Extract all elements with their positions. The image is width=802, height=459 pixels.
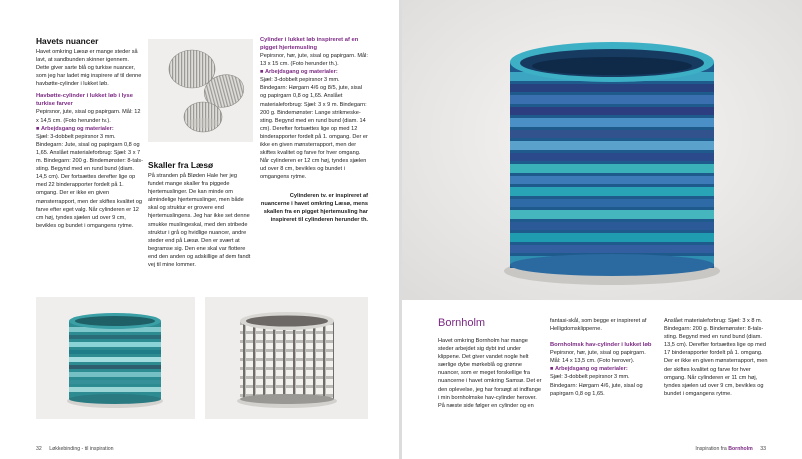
column-skaller xyxy=(148,160,254,269)
page-number: 33 xyxy=(760,446,766,452)
left-footer xyxy=(36,446,114,452)
section-text: På stranden på Bløden Hale her jeg fundet mange skaller fra piggede hjertemuslinger. De kan minde om almindelige hjertemuslinger, men både skal og struktur er grovere end hjertemuslingens. Jeg har ikke set denne smukke muslingeskal, med den stribede struktur i grå og hvidlige nuancer, andre steder end på Læsø. Den er svært at begramse sig. Den ene skal var flottere end den anden og adskillige af dem fandt vej til mine lommer. xyxy=(148,173,251,269)
basket-body xyxy=(510,62,714,268)
shell-basket-photo xyxy=(205,297,368,419)
section-heading: Havets nuancer xyxy=(36,36,99,46)
column-bornholm-3 xyxy=(664,317,770,398)
intro-text: Havet omkring Læsø er mange steder så lavt, at sandbunden skinner igennem. Dette giver sarte blå og turkise nuancer, som jeg har ladet mig inspirere af til denne havbøtte-cylinder i lukket løb. xyxy=(36,49,142,88)
column-bornholm-2 xyxy=(550,317,656,398)
project-instructions: Anslået materialeforbrug: Sjæl: 3 x 8 m. Bindegarn: 200 g. Bindemønster: 8-tals-sting. Begynd med en rund bund (diam. 13,5 cm). Derefter fortsættes lige op med 17 binderapporter fordelt på 1. omgang. Der er ikke en given mønsterrapport, men der skiftes kvalitet og farve for hver omgang. Når cylinderen er 11 cm høj, tyndes sjælen ud over 9 cm, bevikles og bundet i omgangens rytme. xyxy=(664,318,768,397)
materials-label: Arbejdsgang og materialer: xyxy=(554,366,628,373)
bornholm-basket-image xyxy=(402,0,802,300)
running-footer: Løkkebinding - til inspiration xyxy=(49,446,114,452)
project-specs: Pepirsnor, hør, jute, sisal og papirgarn. Mål: 14 x 13,5 cm. (Foto herover). xyxy=(550,350,646,365)
left-page xyxy=(0,0,399,459)
materials-label: Arbejdsgang og materialer: xyxy=(264,69,338,76)
project-title: Havbøtte-cylinder i lukket løb i lyse turkise farver xyxy=(36,93,133,108)
project-instructions: Sjæl: 3-dobbelt pepirsnor 3 mm. Bindegarn: Hørgarn 4/6 og 8/5, jute, sisal og papirgarn 0,8 og 1,65. Anslået materialeforbrug: Sjæl: 3 x 9 m. Bindegarn: 200 g. Bindemønster: Lange strikmeske-sting. Begynd med en rund bund (diam. 14 cm). Derefter fortsættes lige op med 12 binderapporter fordelt på 1. omgang. Der er ikke en given mønsterrapport, men der skiftes kvalitet og farve for hver omgang. Når cylinderen er 12 cm høj, tyndes sjælen ud over 8 cm, bevikles og bundet i omgangens rytme. xyxy=(260,77,368,181)
column-havets-nuancer xyxy=(36,36,143,230)
bullet-icon: ■ xyxy=(260,69,264,76)
bornholm-basket-photo xyxy=(402,0,802,300)
right-page xyxy=(402,0,802,459)
section-text: fantasi-skål, som begge er inspireret af Helligdomsklipperne. xyxy=(550,318,647,333)
bullet-icon: ■ xyxy=(36,125,40,132)
shells-photo xyxy=(148,39,253,142)
right-footer xyxy=(695,446,766,452)
section-heading: Skaller fra Læsø xyxy=(148,160,214,170)
section-heading: Bornholm xyxy=(438,317,486,329)
running-footer: Inspiration fra xyxy=(695,446,729,452)
project-title: Cylinder i lukket løb inspireret af en pigget hjertemusling xyxy=(260,37,359,51)
turquoise-basket-photo xyxy=(36,297,195,419)
page-number: 32 xyxy=(36,446,42,452)
bullet-icon: ■ xyxy=(550,366,554,373)
column-bornholm-1 xyxy=(438,337,542,410)
section-text: Havet omkring Bornholm har mange steder arbejdet sig dybt ind under klippene. Det giver vandet nogle helt særlige dybe mørkeblå og grønne nuancer, som er meget forskellige fra nuancerne i havet omkring Samsø. Det er den oplevelse, jeg har forsøgt at indfange i min bornholmske hav-cylinder herover. På næste side følger en cylinder og en xyxy=(438,338,542,409)
materials-label: Arbejdsgang og materialer: xyxy=(40,125,114,132)
project-specs: Pepirsnor, jute, sisal og papirgarn. Mål: 12 x 14,5 cm. (Foto herunder tv.). xyxy=(36,109,141,124)
column-hjertemusling xyxy=(260,36,368,224)
project-title: Bornholmsk hav-cylinder i lukket løb xyxy=(550,342,652,349)
project-instructions: Sjæl: 3-dobbelt pepirsnor 3 mm. Bindegarn: Jute, sisal og papirgarn 0,8 og 1,65. Anslået materialeforbrug: Sjæl: 3 x 7 m. Bindegarn: 200 g. Bindemønster: 8-tals-sting. Begynd med en rund bund (diam. 14,5 cm). Der fortsættes derefter lige op med 22 binderapporter fordelt på 1. omgang. Der er ikke en given mønsterrapport, men der skiftes kvalitet og farve efter eget valg. Når cylinderen er 12 cm høj, tyndes sjælen ud over 9 cm, bevikles og bundet i omgangens rytme. xyxy=(36,133,143,229)
shell-basket-image xyxy=(205,297,368,419)
running-footer-emphasis: Bornholm xyxy=(728,446,753,452)
turquoise-basket-image xyxy=(36,297,195,419)
shell-icon xyxy=(169,50,215,88)
shells-image xyxy=(148,39,253,142)
project-specs: Pepirsnor, hør, jute, sisal og papirgarn. Mål: 13 x 15 cm. (Foto herunder th.). xyxy=(260,53,368,68)
project-instructions: Sjæl: 3-dobbelt pepirsnor 3 mm. Bindegarn: Hørgarn 4/6, jute, sisal og papirgarn 0,8 og 1,65. xyxy=(550,374,643,397)
quote-text: Cylinderen tv. er inspireret af nuancerne i havet omkring Læsø, mens skallen fra en pigget hjertemusling har inspireret til cylinderen herunder th. xyxy=(260,192,368,224)
